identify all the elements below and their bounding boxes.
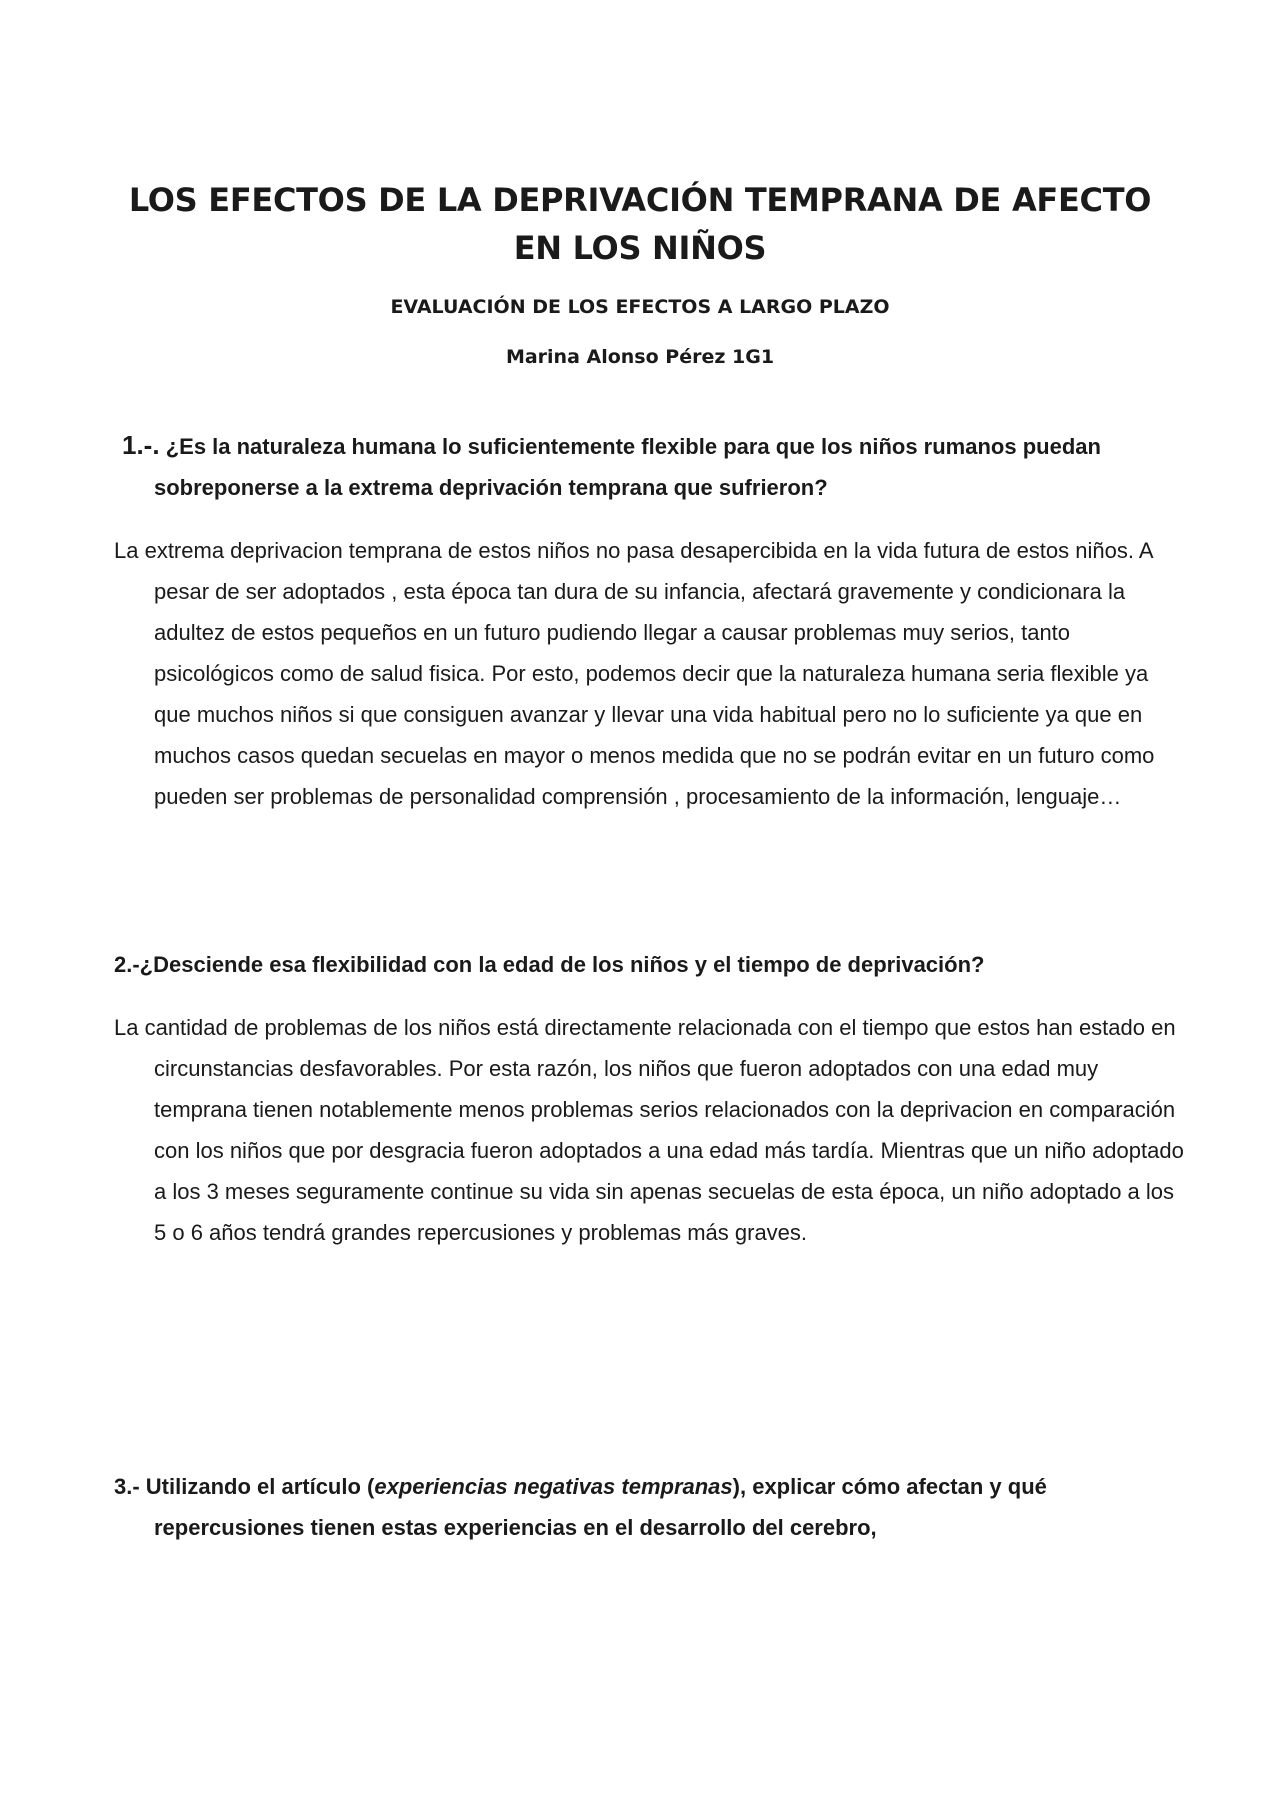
question-2: 2.-¿Desciende esa flexibilidad con la edad de los niños y el tiempo de deprivación?	[114, 952, 985, 977]
answer-1: La extrema deprivacion temprana de estos niños no pasa desapercibida en la vida futura de estos niños. A pesar de ser adoptados , esta época tan dura de su infancia, afectará gravemente y condicionara la adultez de estos pequeños en un futuro pudiendo llegar a causar problemas muy serios, tanto psicológicos como de salud fisica. Por esto, podemos decir que la naturaleza humana seria flexible ya que muchos niños si que consiguen avanzar y llevar una vida habitual pero no lo suficiente ya que en muchos casos quedan secuelas en mayor o menos medida que no se podrán evitar en un futuro como pueden ser problemas de personalidad comprensión , procesamiento de la información, lenguaje…	[114, 538, 1155, 809]
question-3-suffix: ), explicar cómo afectan y qué repercusiones tienen estas experiencias en el desarrollo del cerebro,	[154, 1474, 1047, 1540]
question-3-prefix: 3.- Utilizando el artículo (	[114, 1474, 375, 1499]
author-line: Marina Alonso Pérez 1G1	[505, 346, 775, 368]
question-3-article-title: experiencias negativas tempranas	[374, 1474, 733, 1499]
question-1-number: 1.-.	[122, 430, 160, 460]
question-1	[122, 425, 1174, 508]
answer-2: La cantidad de problemas de los niños está directamente relacionada con el tiempo que estos han estado en circunstancias desfavorables. Por esta razón, los niños que fueron adoptados con una edad muy temprana tienen notablemente menos problemas serios relacionados con la deprivacion en comparación con los niños que por desgracia fueron adoptados a una edad más tardía. Mientras que un niño adoptado a los 3 meses seguramente continue su vida sin apenas secuelas de esta época, un niño adoptado a los 5 o 6 años tendrá grandes repercusiones y problemas más graves.	[114, 1015, 1184, 1245]
document-title: LOS EFECTOS DE LA DEPRIVACIÓN TEMPRANA DE AFECTO EN LOS NIÑOS	[128, 181, 1152, 267]
document-subtitle: EVALUACIÓN DE LOS EFECTOS A LARGO PLAZO	[390, 296, 890, 318]
question-3	[114, 1466, 1174, 1548]
question-1-text: ¿Es la naturaleza humana lo suficientemente flexible para que los niños rumanos puedan sobreponerse a la extrema deprivación temprana que sufrieron?	[154, 434, 1101, 500]
